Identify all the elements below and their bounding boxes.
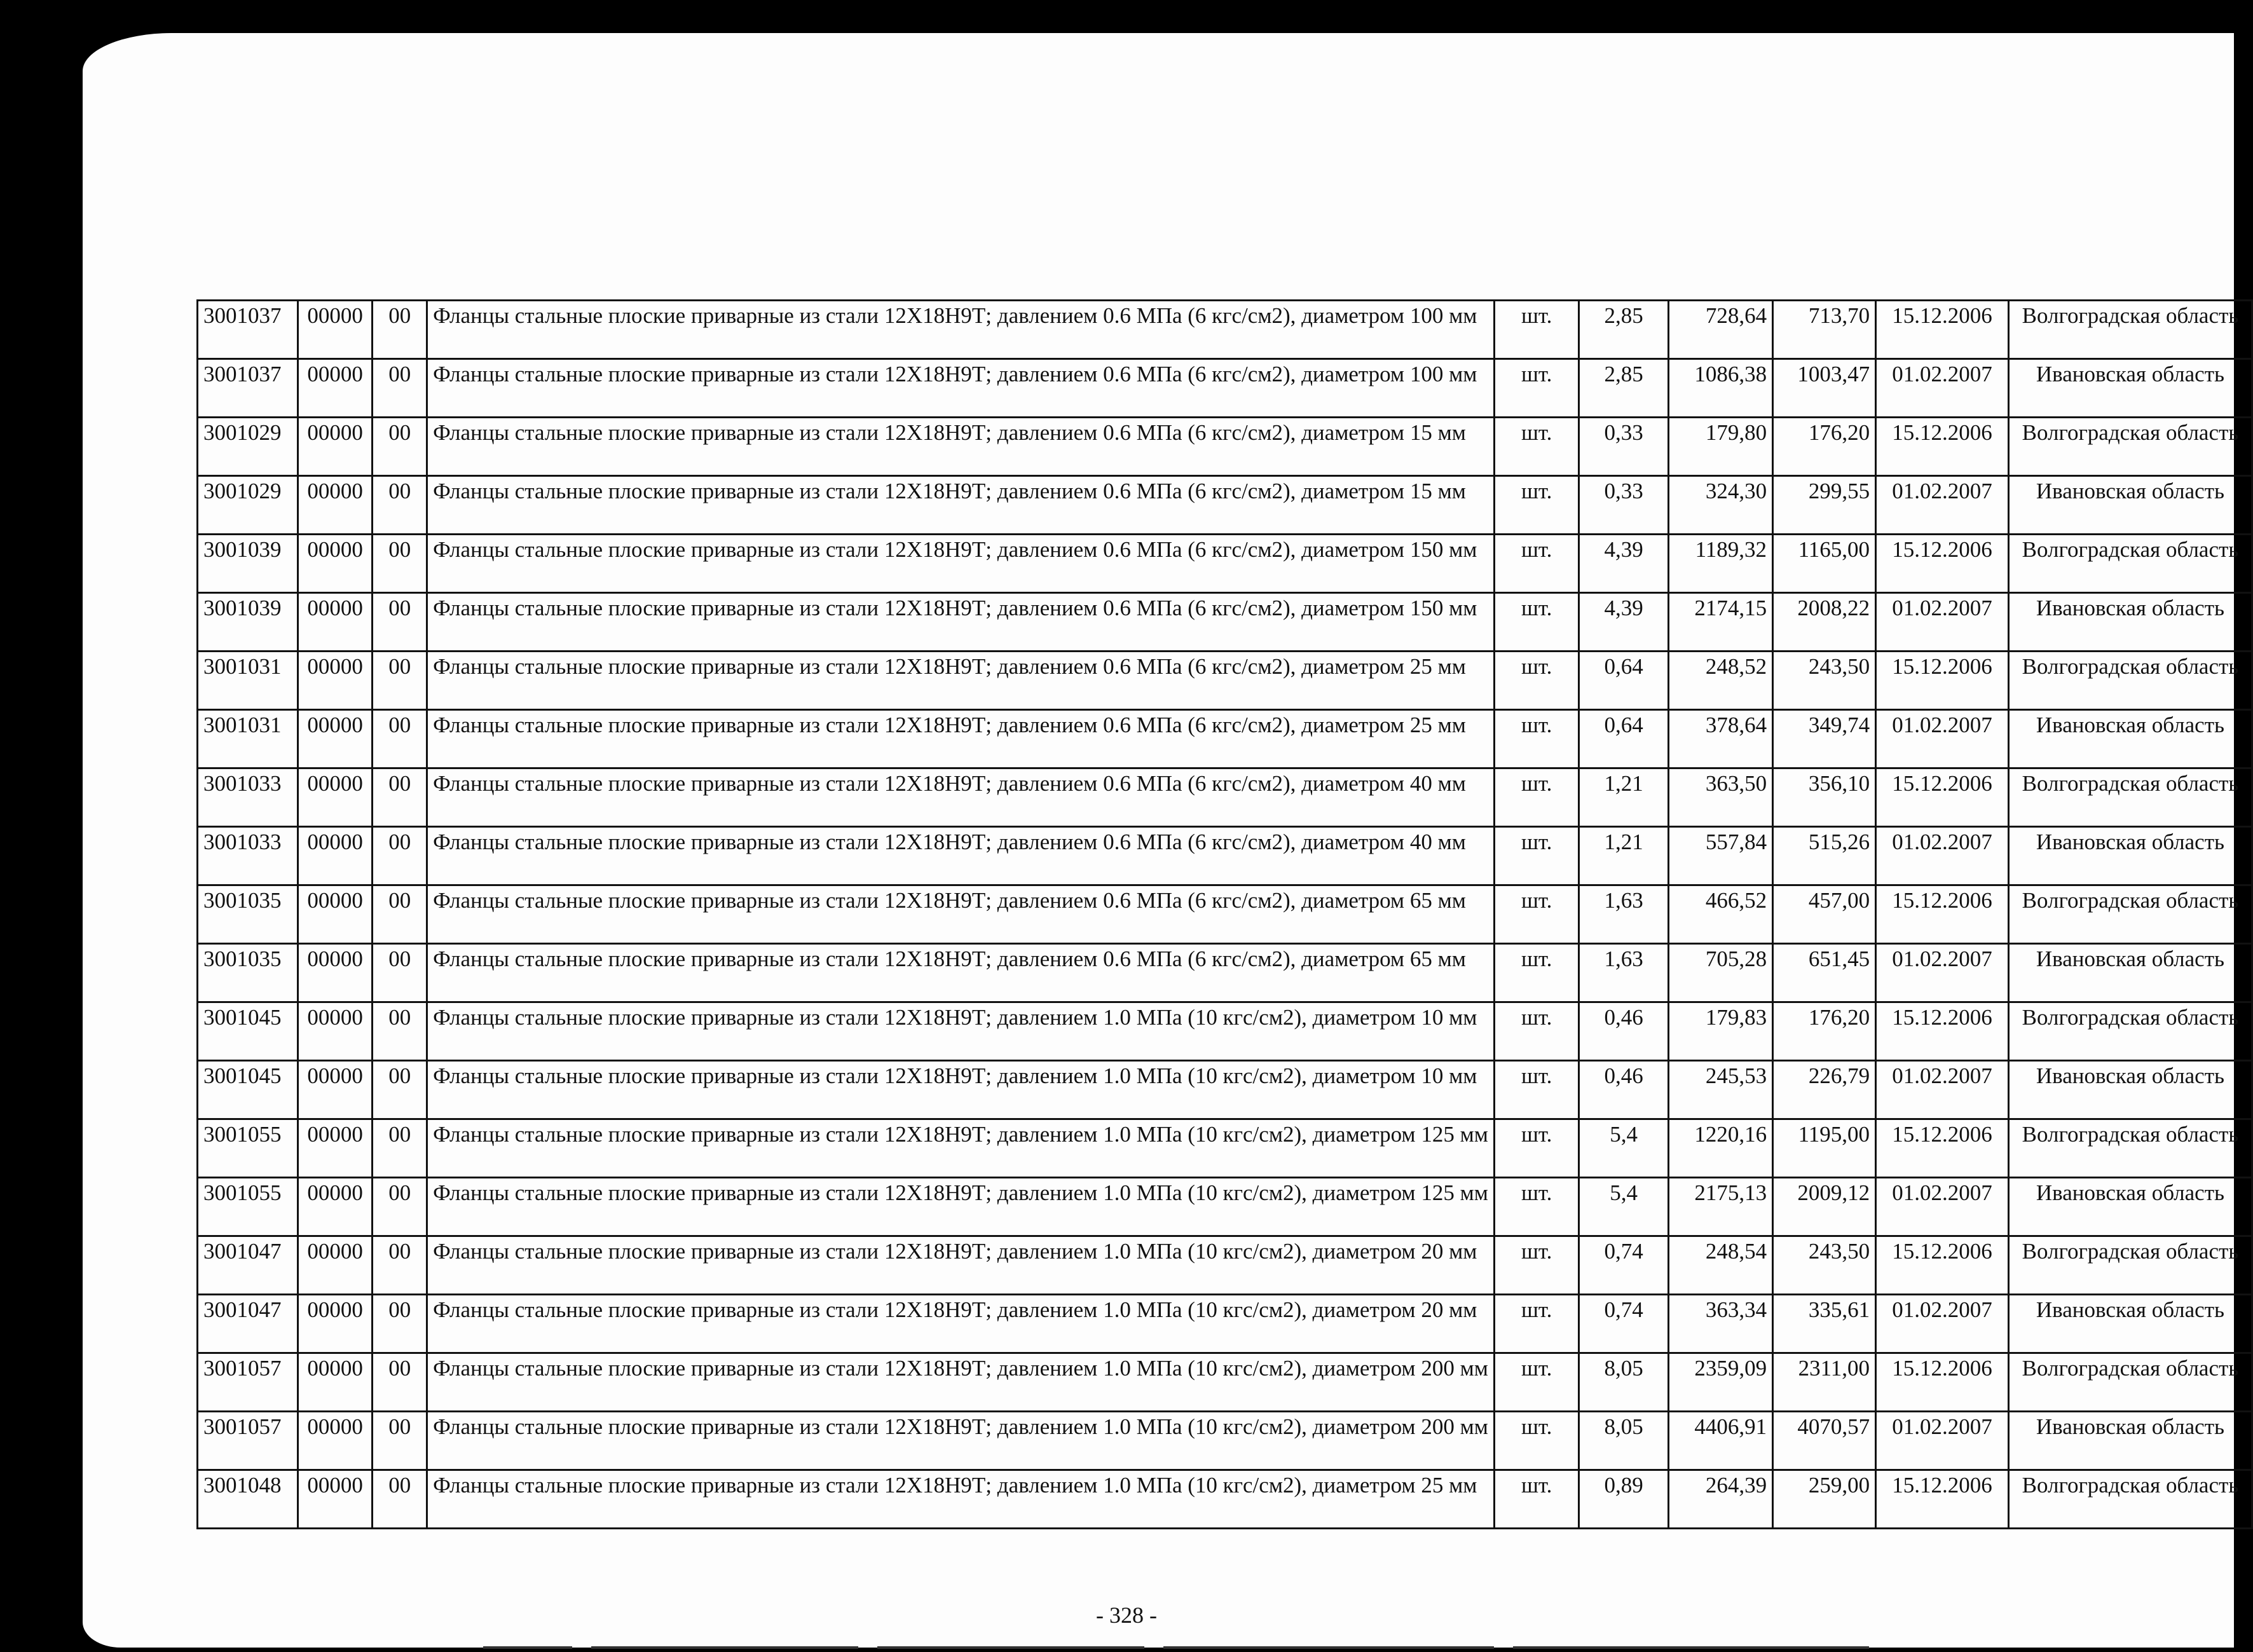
price-date-cell: 01.02.2007 [1876,1061,2009,1119]
price-without-vat-cell: 713,70 [1773,301,1876,359]
region-cell: Волгоградская область [2008,885,2252,944]
item-code-cell: 3001037 [198,301,298,359]
item-code-cell: 3001039 [198,593,298,652]
sub-code-cell: 00000 [298,710,373,768]
sub-code-cell: 00000 [298,827,373,885]
price-with-vat-cell: 2359,09 [1668,1353,1772,1412]
price-without-vat-cell: 176,20 [1773,1002,1876,1061]
ext-code-cell: 00 [373,359,427,418]
price-without-vat-cell: 4070,57 [1773,1412,1876,1470]
price-date-cell: 15.12.2006 [1876,885,2009,944]
item-description-cell: Фланцы стальные плоские приварные из стали 12Х18Н9Т; давлением 0.6 МПа (6 кгс/см2), диаметром 15 мм [427,476,1495,535]
footer-rule [591,1646,858,1649]
table-row [198,1412,2252,1470]
unit-cell: шт. [1494,359,1579,418]
price-without-vat-cell: 176,20 [1773,418,1876,476]
unit-cell: шт. [1494,1470,1579,1529]
price-date-cell: 15.12.2006 [1876,1002,2009,1061]
price-without-vat-cell: 651,45 [1773,944,1876,1002]
item-code-cell: 3001029 [198,418,298,476]
ext-code-cell: 00 [373,476,427,535]
region-cell: Волгоградская область [2008,768,2252,827]
mass-cell: 5,4 [1579,1178,1669,1236]
price-date-cell: 01.02.2007 [1876,593,2009,652]
ext-code-cell: 00 [373,1061,427,1119]
item-code-cell: 3001047 [198,1236,298,1295]
item-description-cell: Фланцы стальные плоские приварные из стали 12Х18Н9Т; давлением 1.0 МПа (10 кгс/см2), диаметром 10 мм [427,1061,1495,1119]
ext-code-cell: 00 [373,1353,427,1412]
sub-code-cell: 00000 [298,1178,373,1236]
price-date-cell: 15.12.2006 [1876,535,2009,593]
item-code-cell: 3001035 [198,944,298,1002]
mass-cell: 0,46 [1579,1002,1669,1061]
unit-cell: шт. [1494,885,1579,944]
price-with-vat-cell: 4406,91 [1668,1412,1772,1470]
region-cell: Ивановская область [2008,1295,2252,1353]
item-description-cell: Фланцы стальные плоские приварные из стали 12Х18Н9Т; давлением 0.6 МПа (6 кгс/см2), диаметром 150 мм [427,593,1495,652]
unit-cell: шт. [1494,476,1579,535]
region-cell: Ивановская область [2008,1412,2252,1470]
item-description-cell: Фланцы стальные плоские приварные из стали 12Х18Н9Т; давлением 1.0 МПа (10 кгс/см2), диаметром 20 мм [427,1295,1495,1353]
sub-code-cell: 00000 [298,1412,373,1470]
price-date-cell: 01.02.2007 [1876,1295,2009,1353]
table-row [198,1236,2252,1295]
item-description-cell: Фланцы стальные плоские приварные из стали 12Х18Н9Т; давлением 0.6 МПа (6 кгс/см2), диаметром 100 мм [427,359,1495,418]
price-without-vat-cell: 515,26 [1773,827,1876,885]
table-row [198,535,2252,593]
mass-cell: 1,63 [1579,944,1669,1002]
mass-cell: 0,89 [1579,1470,1669,1529]
mass-cell: 8,05 [1579,1412,1669,1470]
item-description-cell: Фланцы стальные плоские приварные из стали 12Х18Н9Т; давлением 0.6 МПа (6 кгс/см2), диаметром 25 мм [427,652,1495,710]
item-description-cell: Фланцы стальные плоские приварные из стали 12Х18Н9Т; давлением 0.6 МПа (6 кгс/см2), диаметром 15 мм [427,418,1495,476]
item-code-cell: 3001033 [198,768,298,827]
item-description-cell: Фланцы стальные плоские приварные из стали 12Х18Н9Т; давлением 0.6 МПа (6 кгс/см2), диаметром 40 мм [427,827,1495,885]
unit-cell: шт. [1494,710,1579,768]
region-cell: Волгоградская область [2008,535,2252,593]
item-description-cell: Фланцы стальные плоские приварные из стали 12Х18Н9Т; давлением 1.0 МПа (10 кгс/см2), диаметром 10 мм [427,1002,1495,1061]
mass-cell: 0,64 [1579,652,1669,710]
price-date-cell: 01.02.2007 [1876,710,2009,768]
region-cell: Волгоградская область [2008,1002,2252,1061]
item-description-cell: Фланцы стальные плоские приварные из стали 12Х18Н9Т; давлением 0.6 МПа (6 кгс/см2), диаметром 40 мм [427,768,1495,827]
price-date-cell: 15.12.2006 [1876,301,2009,359]
price-table-body [198,301,2252,1529]
price-without-vat-cell: 259,00 [1773,1470,1876,1529]
mass-cell: 1,21 [1579,768,1669,827]
ext-code-cell: 00 [373,1178,427,1236]
price-without-vat-cell: 2311,00 [1773,1353,1876,1412]
ext-code-cell: 00 [373,418,427,476]
mass-cell: 4,39 [1579,535,1669,593]
region-cell: Ивановская область [2008,1178,2252,1236]
price-with-vat-cell: 728,64 [1668,301,1772,359]
sub-code-cell: 00000 [298,1002,373,1061]
table-row [198,593,2252,652]
page-number: - 328 - [1096,1602,1157,1628]
price-with-vat-cell: 324,30 [1668,476,1772,535]
item-description-cell: Фланцы стальные плоские приварные из стали 12Х18Н9Т; давлением 1.0 МПа (10 кгс/см2), диаметром 125 мм [427,1178,1495,1236]
table-row [198,1295,2252,1353]
price-date-cell: 15.12.2006 [1876,418,2009,476]
mass-cell: 2,85 [1579,301,1669,359]
ext-code-cell: 00 [373,1002,427,1061]
item-description-cell: Фланцы стальные плоские приварные из стали 12Х18Н9Т; давлением 0.6 МПа (6 кгс/см2), диаметром 150 мм [427,535,1495,593]
mass-cell: 8,05 [1579,1353,1669,1412]
item-code-cell: 3001057 [198,1412,298,1470]
price-with-vat-cell: 705,28 [1668,944,1772,1002]
price-date-cell: 15.12.2006 [1876,1470,2009,1529]
sub-code-cell: 00000 [298,593,373,652]
unit-cell: шт. [1494,535,1579,593]
mass-cell: 0,64 [1579,710,1669,768]
sub-code-cell: 00000 [298,535,373,593]
table-row [198,1061,2252,1119]
sub-code-cell: 00000 [298,652,373,710]
sub-code-cell: 00000 [298,359,373,418]
ext-code-cell: 00 [373,1119,427,1178]
price-without-vat-cell: 1003,47 [1773,359,1876,418]
price-date-cell: 15.12.2006 [1876,652,2009,710]
table-row [198,768,2252,827]
table-row [198,885,2252,944]
unit-cell: шт. [1494,1236,1579,1295]
unit-cell: шт. [1494,652,1579,710]
region-cell: Ивановская область [2008,359,2252,418]
item-description-cell: Фланцы стальные плоские приварные из стали 12Х18Н9Т; давлением 1.0 МПа (10 кгс/см2), диаметром 20 мм [427,1236,1495,1295]
unit-cell: шт. [1494,768,1579,827]
mass-cell: 4,39 [1579,593,1669,652]
ext-code-cell: 00 [373,301,427,359]
price-without-vat-cell: 2009,12 [1773,1178,1876,1236]
sub-code-cell: 00000 [298,301,373,359]
price-date-cell: 15.12.2006 [1876,768,2009,827]
item-description-cell: Фланцы стальные плоские приварные из стали 12Х18Н9Т; давлением 1.0 МПа (10 кгс/см2), диаметром 200 мм [427,1412,1495,1470]
footer-rule [1513,1646,1869,1649]
mass-cell: 0,74 [1579,1295,1669,1353]
item-description-cell: Фланцы стальные плоские приварные из стали 12Х18Н9Т; давлением 0.6 МПа (6 кгс/см2), диаметром 65 мм [427,944,1495,1002]
price-table [196,299,2253,1529]
price-without-vat-cell: 243,50 [1773,652,1876,710]
region-cell: Волгоградская область [2008,1236,2252,1295]
price-without-vat-cell: 1195,00 [1773,1119,1876,1178]
item-code-cell: 3001057 [198,1353,298,1412]
unit-cell: шт. [1494,593,1579,652]
item-code-cell: 3001031 [198,710,298,768]
price-with-vat-cell: 378,64 [1668,710,1772,768]
price-date-cell: 01.02.2007 [1876,359,2009,418]
item-description-cell: Фланцы стальные плоские приварные из стали 12Х18Н9Т; давлением 0.6 МПа (6 кгс/см2), диаметром 25 мм [427,710,1495,768]
price-with-vat-cell: 363,34 [1668,1295,1772,1353]
mass-cell: 5,4 [1579,1119,1669,1178]
ext-code-cell: 00 [373,1470,427,1529]
sub-code-cell: 00000 [298,1119,373,1178]
price-without-vat-cell: 226,79 [1773,1061,1876,1119]
ext-code-cell: 00 [373,1412,427,1470]
unit-cell: шт. [1494,1295,1579,1353]
unit-cell: шт. [1494,944,1579,1002]
price-with-vat-cell: 179,83 [1668,1002,1772,1061]
price-with-vat-cell: 2175,13 [1668,1178,1772,1236]
ext-code-cell: 00 [373,827,427,885]
region-cell: Волгоградская область [2008,1470,2252,1529]
region-cell: Волгоградская область [2008,301,2252,359]
item-code-cell: 3001047 [198,1295,298,1353]
price-date-cell: 01.02.2007 [1876,1178,2009,1236]
price-with-vat-cell: 557,84 [1668,827,1772,885]
price-without-vat-cell: 2008,22 [1773,593,1876,652]
region-cell: Ивановская область [2008,827,2252,885]
price-with-vat-cell: 248,52 [1668,652,1772,710]
mass-cell: 1,21 [1579,827,1669,885]
item-description-cell: Фланцы стальные плоские приварные из стали 12Х18Н9Т; давлением 1.0 МПа (10 кгс/см2), диаметром 125 мм [427,1119,1495,1178]
region-cell: Волгоградская область [2008,1353,2252,1412]
region-cell: Ивановская область [2008,944,2252,1002]
item-code-cell: 3001055 [198,1178,298,1236]
table-row [198,827,2252,885]
region-cell: Волгоградская область [2008,418,2252,476]
ext-code-cell: 00 [373,1295,427,1353]
mass-cell: 0,46 [1579,1061,1669,1119]
table-row [198,1470,2252,1529]
price-without-vat-cell: 356,10 [1773,768,1876,827]
region-cell: Ивановская область [2008,476,2252,535]
price-with-vat-cell: 466,52 [1668,885,1772,944]
price-with-vat-cell: 363,50 [1668,768,1772,827]
unit-cell: шт. [1494,1178,1579,1236]
item-description-cell: Фланцы стальные плоские приварные из стали 12Х18Н9Т; давлением 1.0 МПа (10 кгс/см2), диаметром 200 мм [427,1353,1495,1412]
price-with-vat-cell: 264,39 [1668,1470,1772,1529]
price-without-vat-cell: 1165,00 [1773,535,1876,593]
scan-top-shadow [0,0,2253,25]
item-code-cell: 3001037 [198,359,298,418]
table-row [198,301,2252,359]
unit-cell: шт. [1494,1353,1579,1412]
unit-cell: шт. [1494,418,1579,476]
price-date-cell: 01.02.2007 [1876,827,2009,885]
table-row [198,652,2252,710]
item-code-cell: 3001031 [198,652,298,710]
sub-code-cell: 00000 [298,1236,373,1295]
mass-cell: 2,85 [1579,359,1669,418]
table-row [198,1353,2252,1412]
ext-code-cell: 00 [373,535,427,593]
item-code-cell: 3001035 [198,885,298,944]
price-without-vat-cell: 299,55 [1773,476,1876,535]
footer-rule [1163,1646,1494,1649]
price-with-vat-cell: 1086,38 [1668,359,1772,418]
price-date-cell: 15.12.2006 [1876,1236,2009,1295]
sub-code-cell: 00000 [298,1061,373,1119]
price-with-vat-cell: 2174,15 [1668,593,1772,652]
item-code-cell: 3001048 [198,1470,298,1529]
footer-rule [877,1646,1144,1649]
price-date-cell: 15.12.2006 [1876,1119,2009,1178]
ext-code-cell: 00 [373,885,427,944]
table-row [198,1119,2252,1178]
mass-cell: 0,33 [1579,418,1669,476]
ext-code-cell: 00 [373,652,427,710]
price-with-vat-cell: 1220,16 [1668,1119,1772,1178]
item-code-cell: 3001039 [198,535,298,593]
mass-cell: 0,74 [1579,1236,1669,1295]
item-description-cell: Фланцы стальные плоские приварные из стали 12Х18Н9Т; давлением 1.0 МПа (10 кгс/см2), диаметром 25 мм [427,1470,1495,1529]
item-code-cell: 3001055 [198,1119,298,1178]
table-row [198,476,2252,535]
unit-cell: шт. [1494,1061,1579,1119]
price-without-vat-cell: 335,61 [1773,1295,1876,1353]
sub-code-cell: 00000 [298,768,373,827]
table-row [198,418,2252,476]
price-with-vat-cell: 1189,32 [1668,535,1772,593]
ext-code-cell: 00 [373,1236,427,1295]
unit-cell: шт. [1494,827,1579,885]
price-with-vat-cell: 248,54 [1668,1236,1772,1295]
mass-cell: 0,33 [1579,476,1669,535]
item-code-cell: 3001033 [198,827,298,885]
table-row [198,944,2252,1002]
price-without-vat-cell: 243,50 [1773,1236,1876,1295]
ext-code-cell: 00 [373,710,427,768]
table-row [198,359,2252,418]
price-with-vat-cell: 179,80 [1668,418,1772,476]
sub-code-cell: 00000 [298,1295,373,1353]
item-code-cell: 3001045 [198,1002,298,1061]
mass-cell: 1,63 [1579,885,1669,944]
price-without-vat-cell: 349,74 [1773,710,1876,768]
sub-code-cell: 00000 [298,1353,373,1412]
footer-rule [483,1646,572,1649]
price-without-vat-cell: 457,00 [1773,885,1876,944]
price-date-cell: 01.02.2007 [1876,1412,2009,1470]
sub-code-cell: 00000 [298,944,373,1002]
item-code-cell: 3001045 [198,1061,298,1119]
region-cell: Ивановская область [2008,710,2252,768]
price-date-cell: 01.02.2007 [1876,476,2009,535]
region-cell: Волгоградская область [2008,652,2252,710]
unit-cell: шт. [1494,1412,1579,1470]
table-row [198,1002,2252,1061]
unit-cell: шт. [1494,1002,1579,1061]
sub-code-cell: 00000 [298,885,373,944]
ext-code-cell: 00 [373,768,427,827]
region-cell: Ивановская область [2008,593,2252,652]
item-description-cell: Фланцы стальные плоские приварные из стали 12Х18Н9Т; давлением 0.6 МПа (6 кгс/см2), диаметром 65 мм [427,885,1495,944]
price-with-vat-cell: 245,53 [1668,1061,1772,1119]
sub-code-cell: 00000 [298,476,373,535]
unit-cell: шт. [1494,301,1579,359]
sub-code-cell: 00000 [298,418,373,476]
item-description-cell: Фланцы стальные плоские приварные из стали 12Х18Н9Т; давлением 0.6 МПа (6 кгс/см2), диаметром 100 мм [427,301,1495,359]
region-cell: Ивановская область [2008,1061,2252,1119]
item-code-cell: 3001029 [198,476,298,535]
price-date-cell: 15.12.2006 [1876,1353,2009,1412]
region-cell: Волгоградская область [2008,1119,2252,1178]
table-row [198,1178,2252,1236]
ext-code-cell: 00 [373,944,427,1002]
sub-code-cell: 00000 [298,1470,373,1529]
price-date-cell: 01.02.2007 [1876,944,2009,1002]
ext-code-cell: 00 [373,593,427,652]
table-row [198,710,2252,768]
unit-cell: шт. [1494,1119,1579,1178]
